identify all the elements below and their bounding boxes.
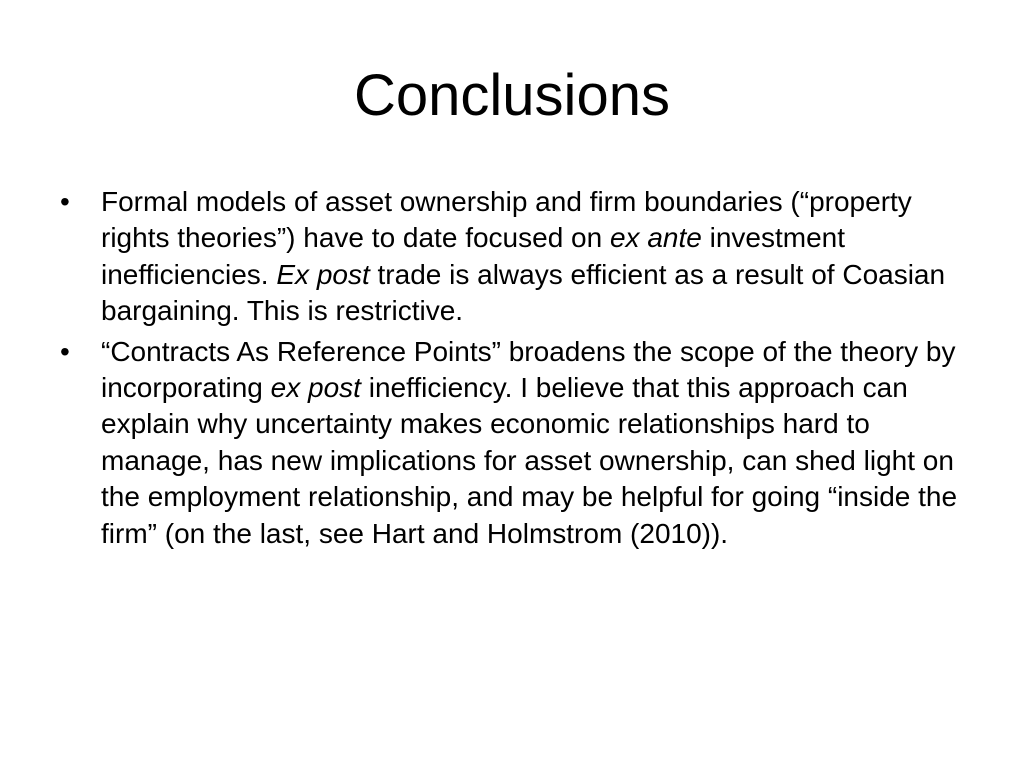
italic-text-segment: Ex post <box>276 258 370 290</box>
text-segment: trade is always efficient as a result of Coasian bargaining. This is restrictive. <box>101 258 946 327</box>
italic-text-segment: ex post <box>270 372 361 404</box>
text-segment: Formal models of asset ownership and firm boundaries (“property rights theories”) have to date focused on <box>101 186 912 254</box>
text-segment: “Contracts As Reference Points” broadens the scope of the theory by incorporating <box>101 335 956 404</box>
text-segment: investment inefficiencies. <box>101 222 845 290</box>
bullet-item-1 <box>58 184 958 330</box>
text-segment: inefficiency. I believe that this approach can explain why uncertainty makes economic relationships hard to manage, has new implications for asset ownership, can shed light on the employment relationship, and may be helpful for going “inside the firm” (on the last, see Hart and Holmstrom (2010)). <box>101 372 958 549</box>
slide-title: Conclusions <box>354 63 670 128</box>
italic-text-segment: ex ante <box>609 222 702 254</box>
bullet-text-2 <box>101 336 957 549</box>
bullet-icon: • <box>60 335 70 367</box>
bullet-item-2 <box>58 334 958 552</box>
bullet-text-1 <box>101 186 945 326</box>
bullet-icon: • <box>60 186 70 217</box>
bullet-list <box>58 184 958 556</box>
